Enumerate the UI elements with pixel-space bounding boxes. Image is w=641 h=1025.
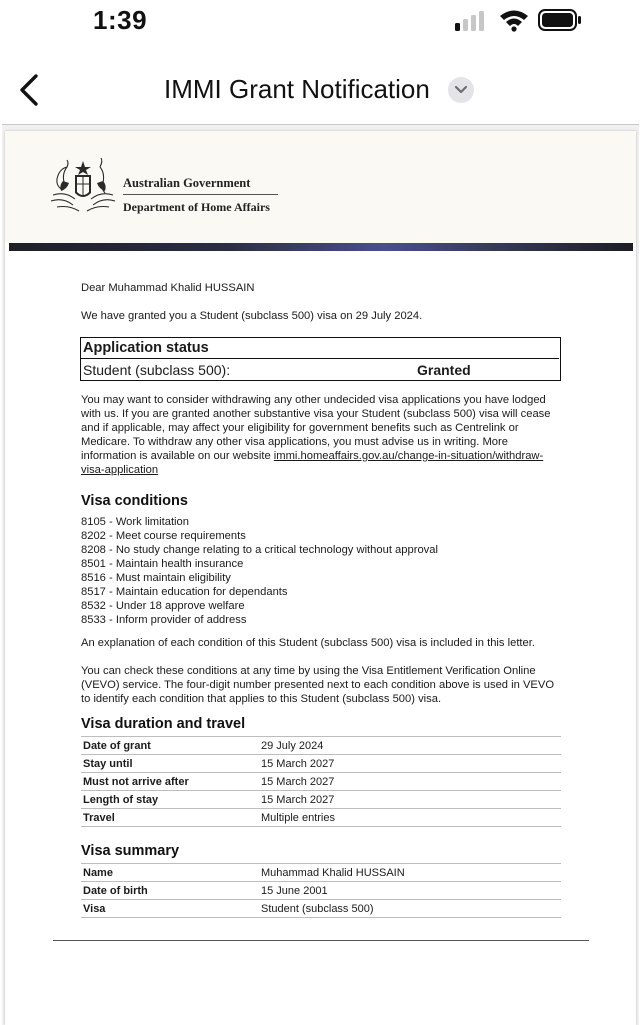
application-status-box bbox=[80, 337, 561, 381]
title-menu-button[interactable] bbox=[448, 77, 474, 103]
table-row bbox=[81, 882, 561, 900]
row-value: 15 June 2001 bbox=[259, 882, 561, 900]
table-row bbox=[81, 773, 561, 791]
cellular-signal-icon bbox=[455, 10, 489, 32]
wifi-icon bbox=[498, 8, 530, 32]
government-name: Australian Government bbox=[123, 176, 251, 190]
visa-duration-table bbox=[81, 736, 561, 827]
table-row bbox=[81, 864, 561, 882]
condition-item: 8517 - Maintain education for dependants bbox=[81, 586, 288, 598]
row-label: Visa bbox=[81, 900, 259, 918]
row-label: Date of birth bbox=[81, 882, 259, 900]
table-row bbox=[81, 755, 561, 773]
row-label: Must not arrive after bbox=[81, 773, 259, 791]
row-value: Student (subclass 500) bbox=[259, 900, 561, 918]
row-label: Length of stay bbox=[81, 791, 259, 809]
header-band bbox=[9, 243, 633, 251]
grant-letter-page bbox=[5, 131, 636, 1025]
chevron-down-icon bbox=[454, 85, 468, 95]
table-row bbox=[81, 737, 561, 755]
row-label: Travel bbox=[81, 809, 259, 827]
withdraw-link[interactable]: immi.homeaffairs.gov.au/change-in-situation/withdraw-visa-application bbox=[81, 450, 544, 476]
vevo-paragraph: You can check these conditions at any time by using the Visa Entitlement Verification Online (VEVO) service. The four-digit number presented next to each condition above is used in VEVO to identify each condition that applies to this Student (subclass 500) visa. bbox=[81, 665, 555, 705]
back-button[interactable] bbox=[14, 70, 48, 110]
condition-item: 8105 - Work limitation bbox=[81, 516, 189, 528]
footer-divider bbox=[53, 940, 589, 941]
condition-item: 8202 - Meet course requirements bbox=[81, 530, 246, 542]
coat-of-arms-logo bbox=[45, 155, 121, 215]
withdraw-text: You may want to consider withdrawing any other undecided visa applications you have lodged with us. If you are granted another substantive visa your Student (subclass 500) visa will cease and if applicable, may affect your eligibility for government benefits such as Centrelink or Medicare. To withdraw any other visa applications, you must advise us in writing. More information is available on our website bbox=[81, 394, 551, 462]
row-value: 15 March 2027 bbox=[259, 755, 561, 773]
status-box-title: Application status bbox=[83, 340, 209, 356]
row-value: Muhammad Khalid HUSSAIN bbox=[259, 864, 561, 882]
visa-conditions-list bbox=[81, 515, 438, 627]
status-value: Granted bbox=[417, 362, 471, 378]
status-time: 1:39 bbox=[93, 5, 148, 35]
condition-item: 8501 - Maintain health insurance bbox=[81, 558, 244, 570]
visa-duration-heading: Visa duration and travel bbox=[81, 716, 246, 732]
table-row bbox=[81, 791, 561, 809]
row-value: 15 March 2027 bbox=[259, 791, 561, 809]
condition-item: 8532 - Under 18 approve welfare bbox=[81, 600, 245, 612]
salutation: Dear Muhammad Khalid HUSSAIN bbox=[81, 282, 255, 294]
document-viewer[interactable] bbox=[2, 124, 639, 1025]
status-bar bbox=[0, 0, 641, 44]
nav-bar bbox=[0, 58, 641, 122]
row-label: Name bbox=[81, 864, 259, 882]
condition-item: 8516 - Must maintain eligibility bbox=[81, 572, 231, 584]
grant-statement: We have granted you a Student (subclass 500) visa on 29 July 2024. bbox=[81, 310, 423, 322]
battery-icon bbox=[538, 9, 582, 31]
header-divider bbox=[123, 194, 278, 195]
visa-summary-heading: Visa summary bbox=[81, 843, 180, 859]
conditions-explanation: An explanation of each condition of this Student (subclass 500) visa is included in this letter. bbox=[81, 637, 535, 649]
letter-header bbox=[5, 131, 636, 243]
row-value: 29 July 2024 bbox=[259, 737, 561, 755]
row-value: 15 March 2027 bbox=[259, 773, 561, 791]
condition-item: 8533 - Inform provider of address bbox=[81, 614, 247, 626]
status-visa-label: Student (subclass 500): bbox=[83, 362, 231, 378]
page-title: IMMI Grant Notification bbox=[164, 74, 430, 104]
table-row bbox=[81, 809, 561, 827]
table-row bbox=[81, 900, 561, 918]
visa-summary-table bbox=[81, 863, 561, 918]
row-label: Date of grant bbox=[81, 737, 259, 755]
chevron-left-icon bbox=[14, 70, 48, 110]
visa-conditions-heading: Visa conditions bbox=[81, 493, 188, 509]
condition-item: 8208 - No study change relating to a critical technology without approval bbox=[81, 544, 438, 556]
withdraw-paragraph bbox=[81, 393, 561, 477]
row-value: Multiple entries bbox=[259, 809, 561, 827]
status-box-divider bbox=[81, 358, 559, 359]
row-label: Stay until bbox=[81, 755, 259, 773]
department-name: Department of Home Affairs bbox=[123, 200, 270, 214]
